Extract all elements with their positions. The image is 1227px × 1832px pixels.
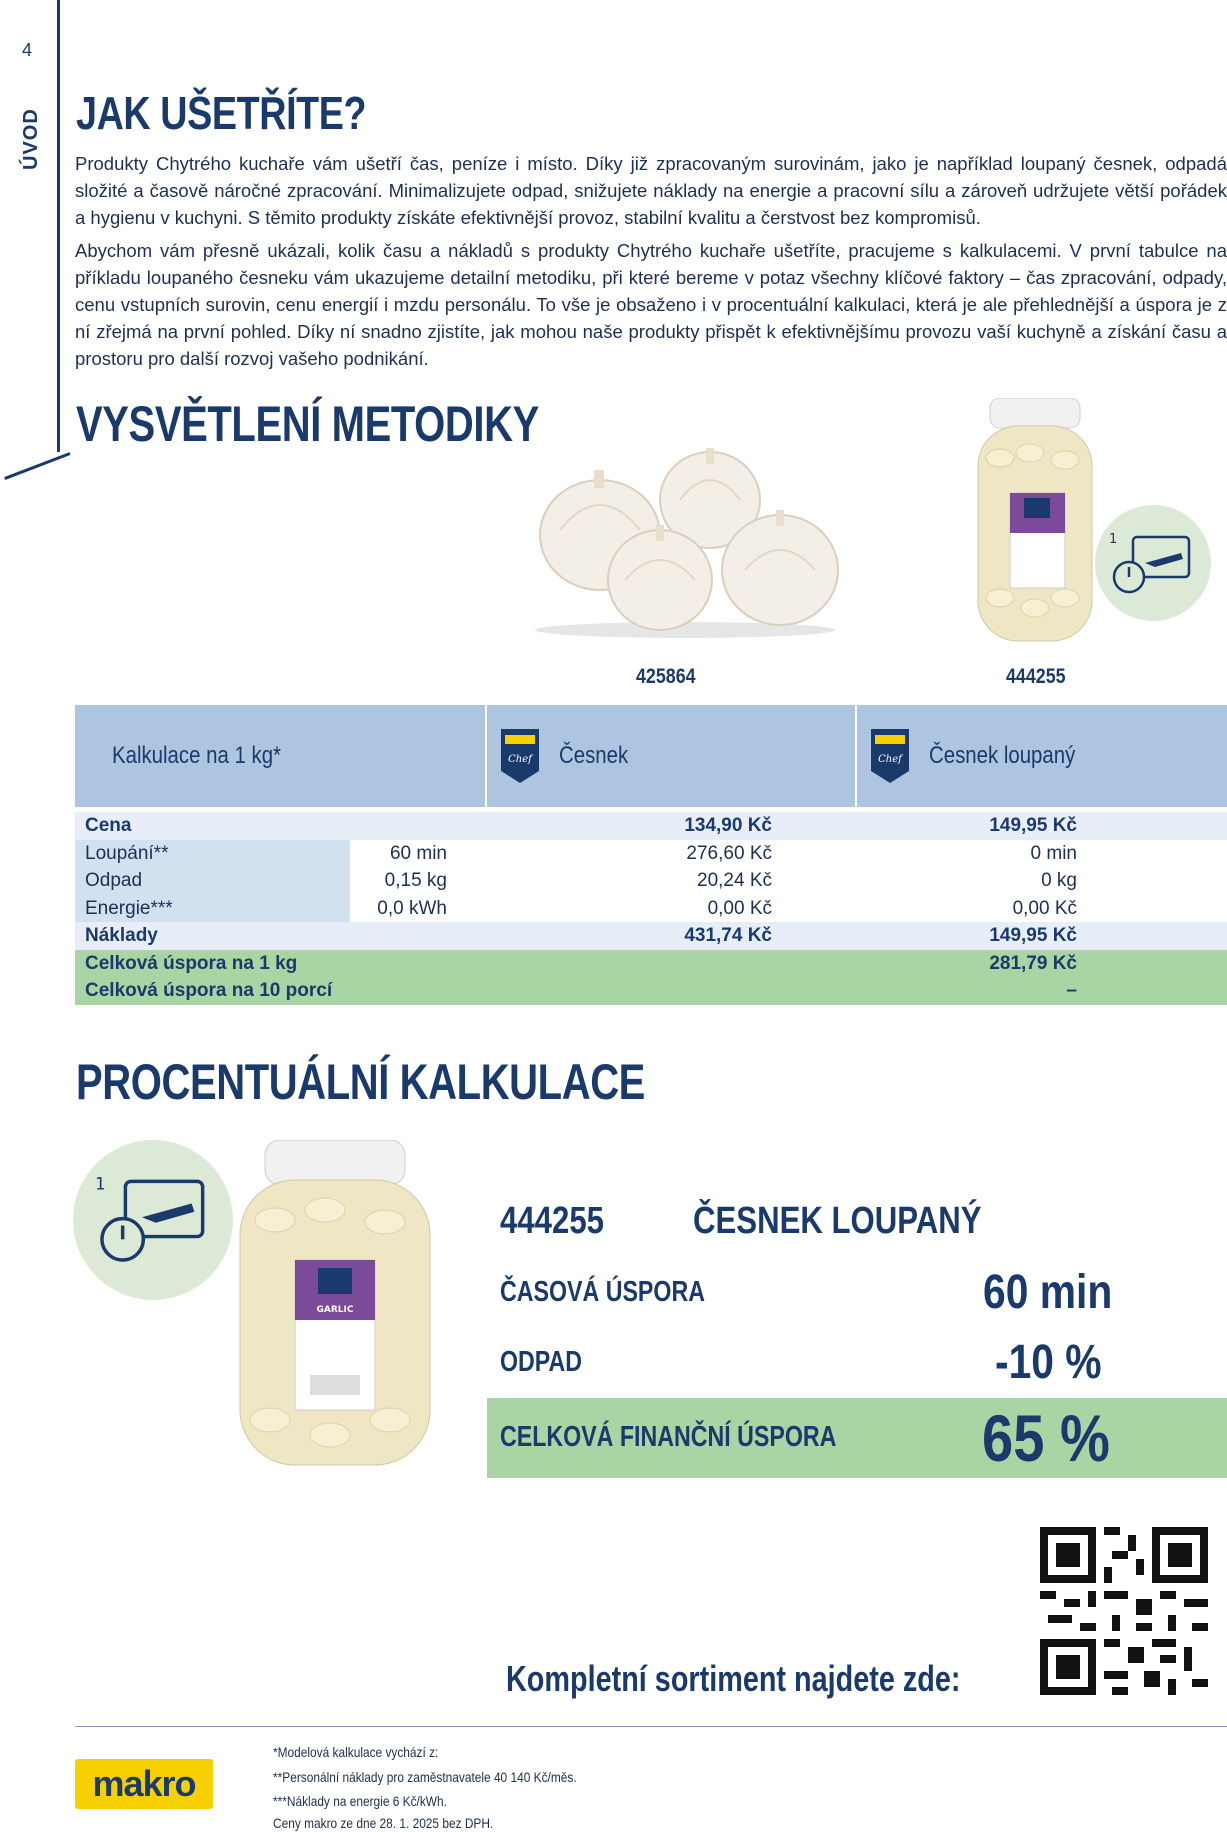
icon-step-number: 1: [1109, 532, 1118, 547]
row-quantity: 0,15 kg: [384, 870, 447, 891]
time-saving-label: ČASOVÁ ÚSPORA: [500, 1276, 705, 1308]
garlic-bulbs-image: [520, 440, 850, 640]
makro-logo-text: makro: [92, 1763, 196, 1804]
row-value-garlic: 431,74 Kč: [684, 925, 772, 946]
product-code-2: 444255: [1006, 665, 1066, 688]
intro-paragraph-1: Produkty Chytrého kuchaře vám ušetří čas, peníze i místo. Díky již zpracovaným surovinám, jako je například loupaný česnek, odpadá složité a časově náročné zpracování. Minimalizujete odpad, snižujete náklady na energie a pracovní sílu a zároveň udržujete větší pořádek a hygienu v kuchyni. S těmito produkty získáte efektivnější provoz, stabilní kvalitu a čerstvost bez kompromisů.: [75, 153, 1227, 228]
row-label: Loupání**: [85, 842, 169, 864]
sidebar-divider: [57, 0, 60, 452]
table-header-garlic: Česnek: [559, 742, 629, 769]
metro-chef-logo-icon: [501, 729, 539, 783]
peeled-garlic-jar-image: [970, 398, 1100, 648]
row-label: Celková úspora na 1 kg: [85, 952, 298, 974]
svg-text:Chef: Chef: [508, 754, 532, 765]
table-row: [75, 812, 1227, 840]
summary-product-code: 444255: [500, 1200, 604, 1242]
row-label: Odpad: [85, 870, 143, 891]
table-header-label: Kalkulace na 1 kg*: [112, 742, 281, 769]
svg-text:Chef: Chef: [878, 754, 902, 765]
prep-time-icon-small: [1095, 505, 1211, 621]
section-label: ÚVOD: [20, 108, 42, 170]
row-label: Energie***: [85, 897, 173, 919]
row-value-garlic: 0,00 Kč: [707, 897, 772, 919]
percent-title: PROCENTUÁLNÍ KALKULACE: [76, 1054, 645, 1110]
row-quantity: 60 min: [389, 842, 447, 864]
row-label: Náklady: [85, 925, 158, 946]
row-label: Cena: [85, 815, 132, 836]
table-header-peeled-garlic: Česnek loupaný: [929, 742, 1076, 769]
header-cell-peeled-garlic: [857, 705, 1227, 807]
product-code-1: 425864: [636, 665, 696, 688]
row-value-peeled: –: [1066, 980, 1077, 1001]
footnote: *Modelová kalkulace vychází z:: [273, 1744, 439, 1760]
intro-title: JAK UŠETŘÍTE?: [76, 87, 367, 139]
row-value-garlic: 276,60 Kč: [686, 842, 772, 864]
footer-divider: [75, 1726, 1227, 1727]
calc-table-body: [75, 812, 1227, 1005]
row-value-peeled: 281,79 Kč: [989, 952, 1077, 974]
row-value-peeled: 0 min: [1030, 842, 1077, 864]
table-row: [75, 895, 1227, 923]
row-quantity: 0,0 kWh: [377, 897, 447, 919]
icon-step-number: 1: [95, 1174, 106, 1194]
time-saving-value: 60 min: [983, 1266, 1113, 1319]
intro-paragraph-2: Abychom vám přesně ukázali, kolik času a nákladů s produkty Chytrého kuchaře ušetříte, pracujeme s kalkulacemi. V první tabulce na příkladu loupaného česneku vám ukazujeme detailní metodiku, při které bereme v potaz všechny klíčové faktory – čas zpracování, odpady, cenu vstupních surovin, cenu energií i mzdu personálu. To vše je obsaženo i v procentuální kalkulaci, která je ale přehlednější a úspora je z ní zřejmá na první pohled. Díky ní snadno zjistíte, jak mohou naše produkty přispět k efektivnějšímu provozu vaší kuchyně a získání času a prostoru pro další rozvoj vašeho podnikání.: [75, 240, 1227, 369]
makro-logo: [75, 1759, 213, 1809]
footnote: ***Náklady na energie 6 Kč/kWh.: [273, 1793, 447, 1809]
table-row: [75, 922, 1227, 950]
page-number: 4: [22, 40, 33, 60]
table-row: [75, 950, 1227, 978]
row-value-peeled: 149,95 Kč: [989, 925, 1077, 946]
section-tab: [14, 110, 48, 170]
row-value-peeled: 149,95 Kč: [989, 815, 1077, 836]
header-cell-garlic: [487, 705, 855, 807]
prep-time-icon-large: [73, 1140, 233, 1300]
qr-code-icon[interactable]: [1040, 1527, 1208, 1695]
sidebar-diagonal: [4, 452, 70, 480]
row-value-peeled: 0 kg: [1041, 870, 1077, 891]
calc-table-header: [75, 705, 1227, 807]
footnote: **Personální náklady pro zaměstnavatele 40 140 Kč/měs.: [273, 1769, 577, 1785]
method-title: VYSVĚTLENÍ METODIKY: [76, 396, 539, 452]
table-row: [75, 840, 1227, 868]
header-cell-label: [75, 705, 485, 807]
row-value-garlic: 134,90 Kč: [684, 815, 772, 836]
waste-label: ODPAD: [500, 1346, 583, 1378]
jar-label-text: GARLIC: [316, 1305, 354, 1315]
waste-value: -10 %: [995, 1336, 1102, 1389]
metro-chef-logo-icon: [871, 729, 909, 783]
row-label: Celková úspora na 10 porcí: [85, 980, 333, 1001]
row-value-garlic: 20,24 Kč: [697, 870, 772, 891]
peeled-garlic-jar-large-image: [230, 1140, 440, 1470]
table-row: [75, 977, 1227, 1005]
financial-saving-value: 65 %: [982, 1401, 1110, 1475]
table-row: [75, 867, 1227, 895]
row-value-peeled: 0,00 Kč: [1012, 897, 1077, 919]
catalog-link-text: Kompletní sortiment najdete zde:: [506, 1658, 961, 1699]
footnote: Ceny makro ze dne 28. 1. 2025 bez DPH.: [273, 1815, 494, 1831]
summary-product-name: ČESNEK LOUPANÝ: [693, 1200, 982, 1242]
financial-saving-label: CELKOVÁ FINANČNÍ ÚSPORA: [500, 1421, 837, 1453]
